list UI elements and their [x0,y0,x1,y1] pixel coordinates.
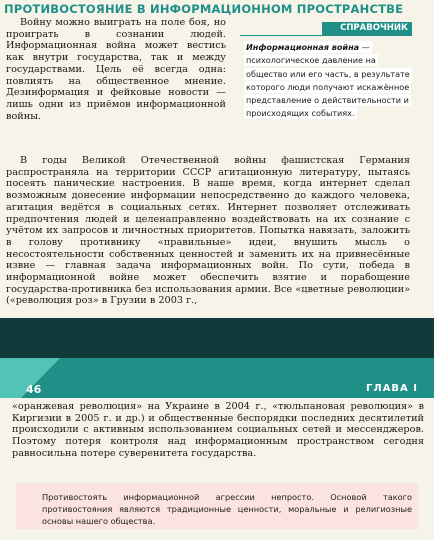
sidebar-divider [240,35,412,36]
sidebar-label: СПРАВОЧНИК [322,22,412,35]
highlight-callout [16,483,418,529]
sidebar-definition: — психологическое давление на общество или его часть, в результате которого люди получают искажённое представление о действительности и происходящих событиях. [246,42,410,119]
chapter-label: ГЛАВА I [366,383,418,394]
page-number: 46 [26,383,42,396]
callout-text: Противостоять информационной агрессии непросто. Основой такого противостояния являются традиционные ценности, моральные и религиозные основы нашего общества. [42,492,412,527]
sidebar-definition-block [244,41,410,121]
reference-sidebar [240,22,412,132]
main-paragraph: В годы Великой Отечественной войны фашистская Германия распространяла на территории СССР агитационную литературу, пытаясь посеять панические настроения. В наше время, когда интернет сделал возможным донесение информации непосредственно до каждого человека, агитация ведётся в социальных сетях. Интернет позволяет отслеживать предпочтения людей и целенаправленно воздействовать на их сознание с учётом их запросов и личностных приоритетов. Попытка навязать, заложить в голову противнику «правильные» идеи, внушить мысль о несостоятельности собственных ценностей и заменить их на привнесённые извне — главная задача информационных войн. По сути, победа в информационной войне может обеспечить взятие и порабощение государства-противника без использования армии. Все «цветные революции» («революция роз» в Грузии в 2003 г., [6,155,410,307]
continuation-paragraph: «оранжевая революция» на Украине в 2004 г., «тюльпановая революция» в Киргизии в 2005 г. и др.) и общественные беспорядки последних десятилетий происходили с активным использованием социальных сетей и мессенджеров. Поэтому потеря контроля над информационным пространством сегодня равносильна потере суверенитета государства. [12,401,424,459]
sidebar-term: Информационная война [246,42,360,52]
intro-paragraph: Войну можно выиграть на поле боя, но проиграть в сознании людей. Информационная война может вестись как внутри государства, так и между государствами. Цель её всегда одна: повлиять на общественное мнение. Дезинформация и фейковые новости — лишь одни из приёмов информационной войны. [6,17,226,122]
section-title: ПРОТИВОСТОЯНИЕ В ИНФОРМАЦИОННОМ ПРОСТРАНСТВЕ [4,2,404,16]
